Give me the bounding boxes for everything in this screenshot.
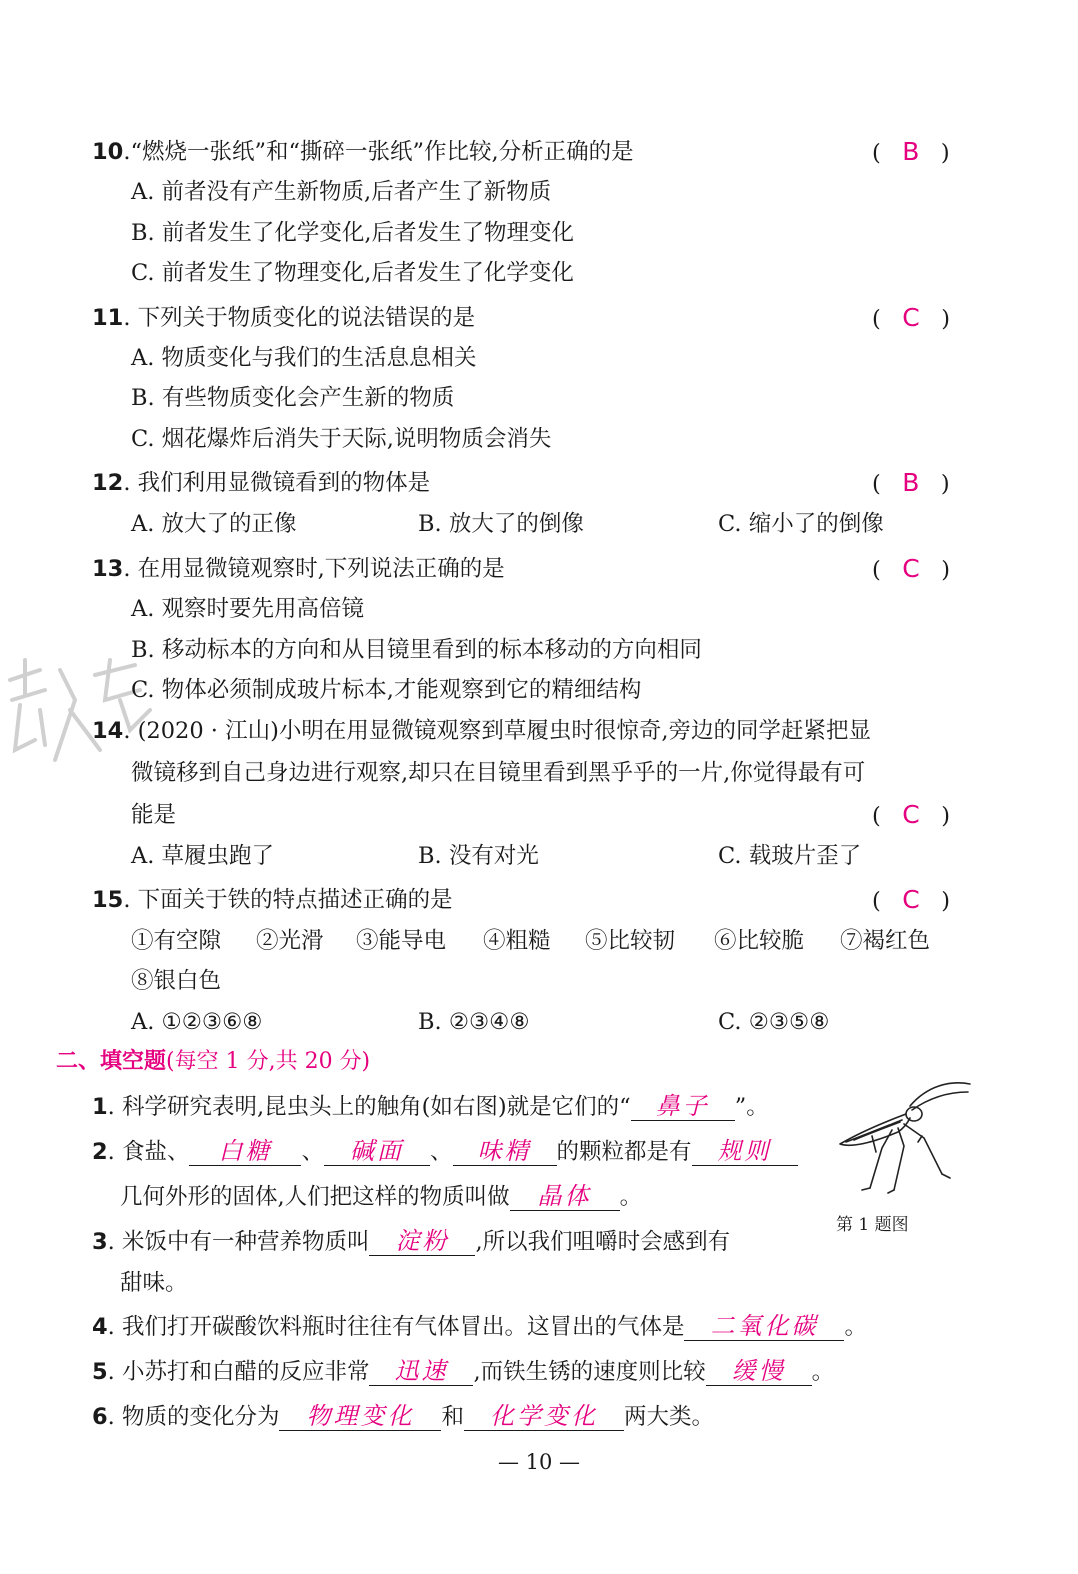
option-12-a: A. 放大了的正像 [131,511,297,537]
feature-5: ⑤比较韧 [585,928,676,954]
feature-1: ①有空隙 [131,928,222,954]
question-12-stem: 12. 我们利用显微镜看到的物体是 [92,470,431,496]
question-14-stem-line3: 能是 [131,802,177,828]
option-13-b: B. 移动标本的方向和从目镜里看到的标本移动的方向相同 [131,637,702,663]
fill-question-5: 5. 小苏打和白醋的反应非常 迅速 ,而铁生锈的速度则比较 缓慢 。 [92,1357,835,1385]
option-10-c: C. 前者发生了物理变化,后者发生了化学变化 [131,260,574,286]
fill-blank-2-3: 味精 [453,1137,557,1166]
question-number: 6 [92,1404,108,1430]
option-13-a: A. 观察时要先用高倍镜 [131,596,365,622]
question-10-stem: 10.“燃烧一张纸”和“撕碎一张纸”作比较,分析正确的是 [92,139,634,165]
section-heading [56,1047,370,1077]
answer-paren-10: ( B ) [872,137,950,166]
fill-question-2: 2. 食盐、 白糖 、 碱面 、 味精 的颗粒都是有 规则 [92,1137,798,1167]
question-number: 11 [92,305,124,331]
option-10-a: A. 前者没有产生新物质,后者产生了新物质 [131,179,552,205]
figure-caption: 第 1 题图 [836,1215,909,1235]
answer-10: B [902,137,920,166]
option-14-a: A. 草履虫跑了 [131,843,275,869]
fill-blank-1-1: 鼻子 [631,1092,735,1121]
fill-blank-4-1: 二氧化碳 [684,1312,844,1341]
fill-blank-2-1: 白糖 [189,1137,301,1166]
feature-4: ④粗糙 [483,928,551,954]
answer-paren-14: ( C ) [872,800,950,829]
section-note: (每空 1 分,共 20 分) [166,1049,371,1074]
question-13-stem: 13. 在用显微镜观察时,下列说法正确的是 [92,556,505,582]
question-number: 2 [92,1139,108,1165]
fill-blank-2-4: 规则 [692,1137,798,1166]
answer-12: B [902,468,920,497]
fill-question-1: 1. 科学研究表明,昆虫头上的触角(如右图)就是它们的“ 鼻子 ”。 [92,1092,769,1120]
question-number: 14 [92,718,124,744]
question-number: 3 [92,1229,108,1255]
fill-blank-2-2: 碱面 [324,1137,430,1166]
option-10-b: B. 前者发生了化学变化,后者发生了物理变化 [131,220,574,246]
option-11-b: B. 有些物质变化会产生新的物质 [131,385,455,411]
fill-blank-6-2: 化学变化 [464,1402,624,1431]
fill-question-6: 6. 物质的变化分为 物理变化 和 化学变化 两大类。 [92,1402,714,1430]
answer-paren-13: ( C ) [872,554,950,583]
question-14-stem: 14. (2020 · 江山)小明在用显微镜观察到草履虫时很惊奇,旁边的同学赶紧把显 [92,718,872,744]
fill-blank-5-1: 迅速 [369,1357,473,1386]
option-15-b: B. ②③④⑧ [418,1009,530,1035]
question-11-stem: 11. 下列关于物质变化的说法错误的是 [92,305,476,331]
fill-question-4: 4. 我们打开碳酸饮料瓶时往往有气体冒出。这冒出的气体是 二氧化碳 。 [92,1312,867,1340]
answer-11: C [902,303,920,332]
fill-question-2-line2: 几何外形的固体,人们把这样的物质叫做 晶体 。 [120,1182,643,1210]
answer-14: C [902,800,920,829]
question-number: 5 [92,1359,108,1385]
fill-blank-2-5: 晶体 [510,1182,620,1211]
question-number: 4 [92,1314,108,1340]
fill-question-3-line2: 甜味。 [120,1270,188,1296]
answer-15: C [902,885,920,914]
feature-6: ⑥比较脆 [714,928,805,954]
option-11-a: A. 物质变化与我们的生活息息相关 [131,345,477,371]
option-12-b: B. 放大了的倒像 [418,511,584,537]
option-13-c: C. 物体必须制成玻片标本,才能观察到它的精细结构 [131,677,642,703]
page-number: — 10 — [497,1450,581,1474]
feature-2: ②光滑 [256,928,324,954]
answer-13: C [902,554,920,583]
question-number: 13 [92,556,124,582]
feature-3: ③能导电 [356,928,447,954]
question-15-stem: 15. 下面关于铁的特点描述正确的是 [92,887,453,913]
option-11-c: C. 烟花爆炸后消失于天际,说明物质会消失 [131,426,552,452]
answer-paren-12: ( B ) [872,468,950,497]
option-15-c: C. ②③⑤⑧ [718,1009,830,1035]
option-14-c: C. 载玻片歪了 [718,843,862,869]
fill-blank-5-2: 缓慢 [706,1357,812,1386]
feature-7: ⑦褐红色 [840,928,931,954]
fill-blank-6-1: 物理变化 [279,1402,441,1431]
fill-blank-3-1: 淀粉 [369,1227,475,1256]
question-number: 10 [92,139,124,165]
fill-question-3: 3. 米饭中有一种营养物质叫 淀粉 ,所以我们咀嚼时会感到有 [92,1227,731,1255]
feature-8: ⑧银白色 [131,968,222,994]
question-number: 1 [92,1094,108,1120]
option-14-b: B. 没有对光 [418,843,539,869]
question-number: 15 [92,887,124,913]
option-15-a: A. ①②③⑥⑧ [131,1009,263,1035]
question-14-stem-line2: 微镜移到自己身边进行观察,却只在目镜里看到黑乎乎的一片,你觉得最有可 [131,760,866,786]
insect-figure [832,1078,972,1204]
answer-paren-15: ( C ) [872,885,950,914]
section-title: 二、填空题 [56,1049,167,1074]
option-12-c: C. 缩小了的倒像 [718,511,884,537]
question-number: 12 [92,470,124,496]
answer-paren-11: ( C ) [872,303,950,332]
